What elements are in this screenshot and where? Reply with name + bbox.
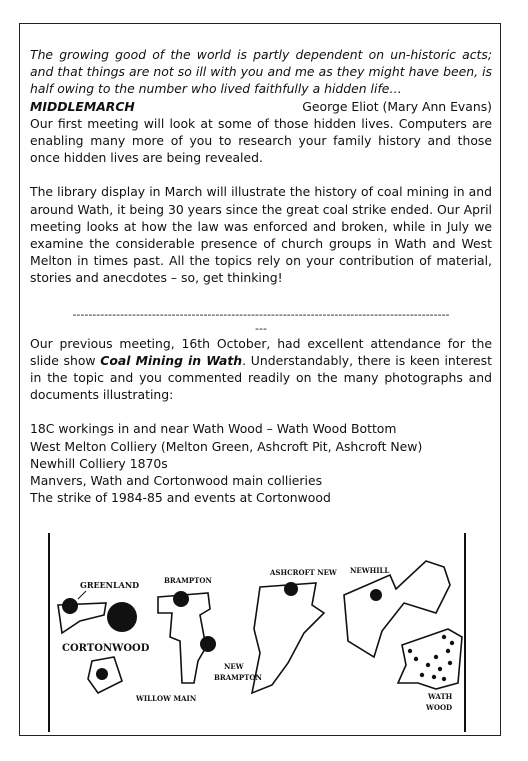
quote-text: The growing good of the world is partly dependent on un-historic acts; and that things are not so ill with you and me as they might have been, is half owing to the number who lived faithfully a hidden life… xyxy=(30,47,492,97)
newhill-area xyxy=(344,561,450,657)
topic-item: West Melton Colliery (Melton Green, Ashcroft Pit, Ashcroft New) xyxy=(30,438,423,454)
topic-item: 18C workings in and near Wath Wood – Wath Wood Bottom xyxy=(30,421,397,437)
newhill-label: NEWHILL xyxy=(350,566,390,575)
paragraph-previous-meeting xyxy=(30,335,492,404)
divider-line: ----------------------------------------------------------------------------------------------- xyxy=(72,307,450,321)
brampton-label: BRAMPTON xyxy=(164,576,212,585)
book-title: MIDDLEMARCH xyxy=(30,98,135,114)
ashcroft-new-pit xyxy=(284,582,298,596)
paragraph-library-display: The library display in March will illustrate the history of coal mining in and around Wath, it being 30 years since the great coal strike ended. Our April meeting looks at how the law was enforced and broken, while in July we examine the considerable presence of church groups in Wath and West Melton in times past. All the topics rely on your contribution of material, stories and anecdotes – so, get thinking! xyxy=(30,184,492,286)
greenland-pit xyxy=(62,598,78,614)
previous-meeting-text: Our previous meeting, 16th October, had excellent attendance for the slide show xyxy=(30,335,492,368)
wath-label: WATH xyxy=(428,692,453,701)
paragraph-first-meeting: Our first meeting will look at some of those hidden lives. Computers are enabling many more of you to research your family history and those once hidden lives are being revealed. xyxy=(30,115,492,166)
topic-list xyxy=(30,420,492,506)
willow-main-pit xyxy=(96,668,108,680)
newhill-pit xyxy=(370,589,382,601)
wood-label: WOOD xyxy=(426,703,453,712)
divider-tail: --- xyxy=(255,321,267,335)
colliery-map-drawing xyxy=(48,533,466,732)
topic-item: The strike of 1984-85 and events at Cortonwood xyxy=(30,490,331,506)
greenland-label: GREENLAND xyxy=(80,580,140,590)
brampton-pit xyxy=(173,591,189,607)
newsletter-text xyxy=(30,46,492,506)
new-brampton-label-2: BRAMPTON xyxy=(214,673,262,682)
slide-show-title: Coal Mining in Wath xyxy=(100,352,243,368)
ashcroft-new-area xyxy=(252,583,324,693)
ashcroft-new-label: ASHCROFT NEW xyxy=(270,568,337,577)
page-frame xyxy=(19,23,501,736)
quote-author: George Eliot (Mary Ann Evans) xyxy=(302,98,492,114)
wath-wood-area xyxy=(398,629,462,689)
greenland-pointer xyxy=(78,591,86,599)
topic-item: Newhill Colliery 1870s xyxy=(30,455,168,471)
wath-wood-workings xyxy=(408,635,454,681)
topic-item: Manvers, Wath and Cortonwood main collieries xyxy=(30,473,323,489)
willow-main-label: WILLOW MAIN xyxy=(136,694,197,703)
new-brampton-pit xyxy=(200,636,216,652)
colliery-map xyxy=(48,533,466,732)
cortonwood-label: CORTONWOOD xyxy=(62,643,150,654)
brampton-area xyxy=(158,593,210,683)
new-brampton-label-1: NEW xyxy=(224,662,244,671)
cortonwood-pit xyxy=(107,602,137,632)
previous-meeting-text-end: . Understandably, there is keen interest in the topic and you commented readily on the many photographs and documents illustrating: xyxy=(30,352,492,403)
